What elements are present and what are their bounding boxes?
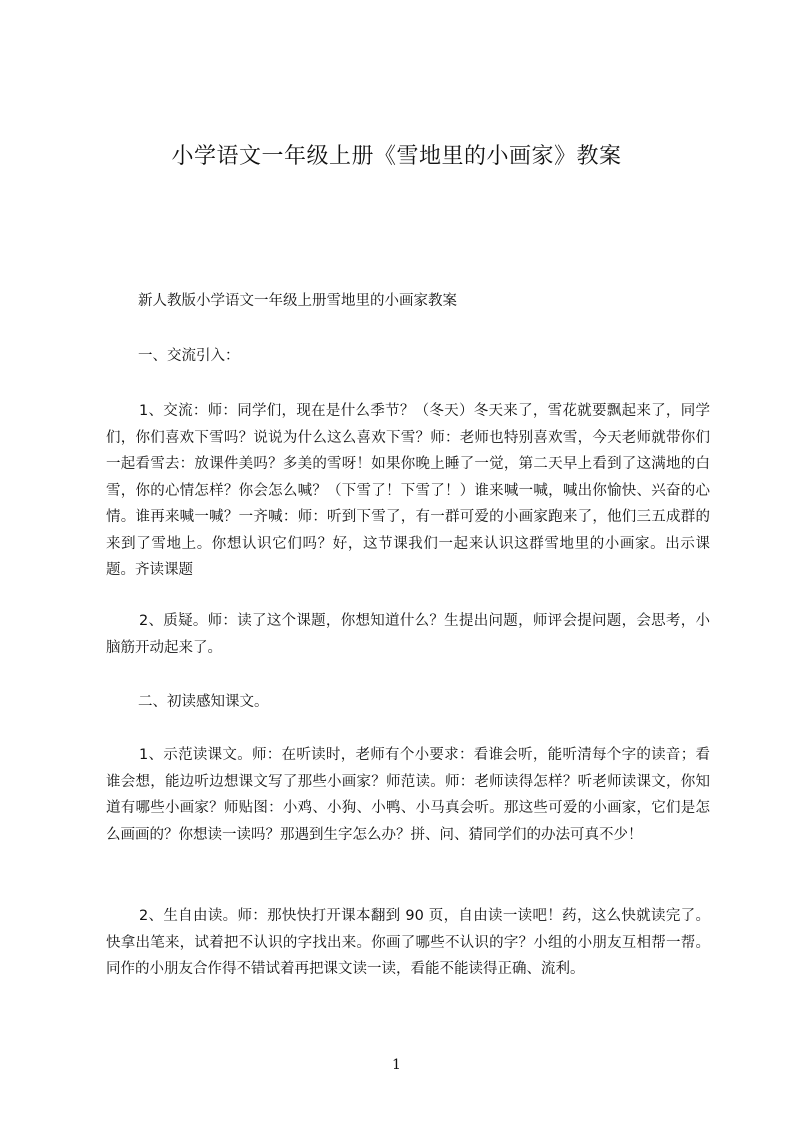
paragraph-exchange: 1、交流：师：同学们，现在是什么季节？（冬天）冬天来了，雪花就要飘起来了，同学们，你们喜欢下雪吗？说说为什么这么喜欢下雪？师：老师也特别喜欢雪，今天老师就带你们一起看雪去：放课件美吗？多美的雪呀！如果你晚上睡了一觉，第二天早上看到了这满地的白雪，你的心情怎样？你会怎么喊？（下雪了！下雪了！）谁来喊一喊，喊出你愉快、兴奋的心情。谁再来喊一喊？一齐喊：师：听到下雪了，有一群可爱的小画家跑来了，他们三五成群的来到了雪地上。你想认识它们吗？好，这节课我们一起来认识这群雪地里的小画家。出示课题。齐读课题 xyxy=(106,403,710,578)
paragraph-model-reading: 1、示范读课文。师：在听读时，老师有个小要求：看谁会听，能听清每个字的读音；看谁会想，能边听边想课文写了那些小画家？师范读。师：老师读得怎样？听老师读课文，你知道有哪些小画家？师贴图：小鸡、小狗、小鸭、小马真会听。那这些可爱的小画家，它们是怎么画画的？你想读一读吗？那遇到生字怎么办？拼、问、猜同学们的办法可真不少！ xyxy=(106,747,710,843)
section-heading-2: 二、初读感知课文。 xyxy=(138,694,269,710)
paragraph-question: 2、质疑。师：读了这个课题，你想知道什么？生提出问题，师评会提问题，会思考，小脑筋开动起来了。 xyxy=(106,613,710,656)
section-heading-1: 一、交流引入： xyxy=(138,348,240,364)
document-title: 小学语文一年级上册《雪地里的小画家》教案 xyxy=(171,144,622,169)
paragraph-free-reading: 2、生自由读。师：那快快打开课本翻到 90 页，自由读一读吧！药，这么快就读完了。快拿出笔来，试着把不认识的字找出来。你画了哪些不认识的字？小组的小朋友互相帮一帮。同作的小朋友合作得不错试着再把课文读一读，看能不能读得正确、流利。 xyxy=(106,908,710,977)
page-number: 1 xyxy=(392,1057,401,1073)
document-subtitle: 新人教版小学语文一年级上册雪地里的小画家教案 xyxy=(138,293,457,309)
